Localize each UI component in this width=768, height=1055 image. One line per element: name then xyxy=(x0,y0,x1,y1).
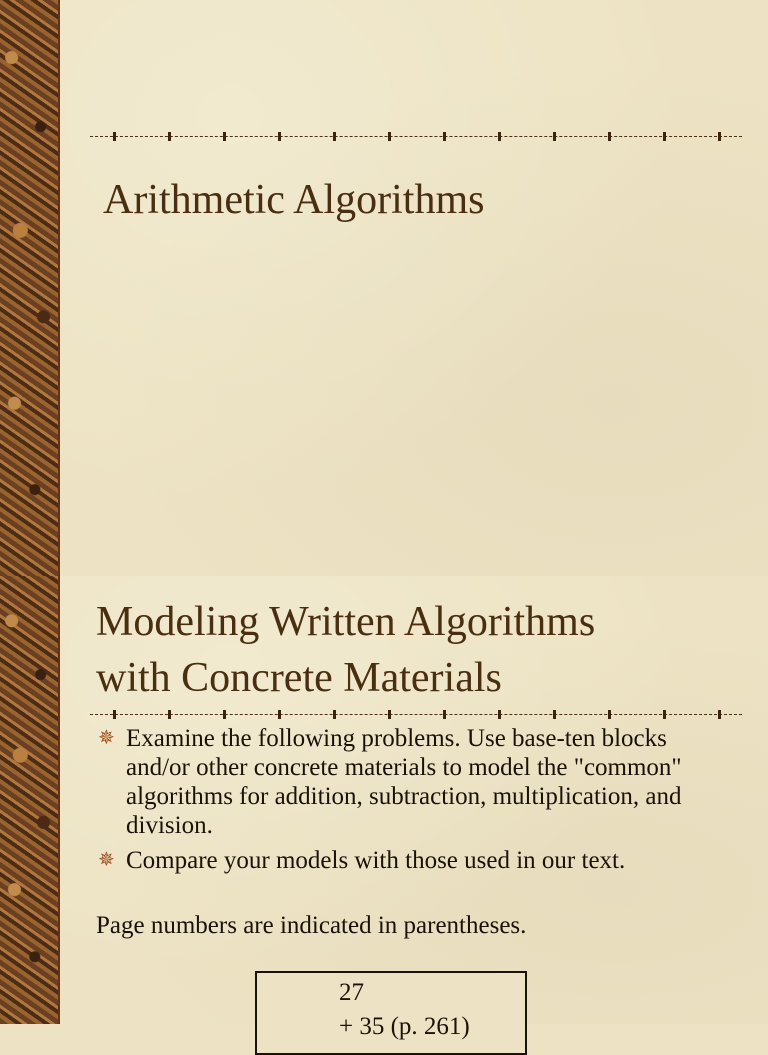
dashed-divider xyxy=(90,136,742,137)
problem-line-1: 27 xyxy=(339,979,364,1006)
marble-border xyxy=(0,0,60,576)
page-note: Page numbers are indicated in parentheses. xyxy=(96,912,527,939)
bullet-item xyxy=(96,846,716,875)
title-line-1: Modeling Written Algorithms xyxy=(96,599,596,645)
compass-star-icon: ✵ xyxy=(98,727,115,749)
problem-line-2: + 35 (p. 261) xyxy=(339,1013,470,1040)
bullet-text: Examine the following problems. Use base-ten blocks and/or other concrete materials to model the "common" algorithms for addition, subtraction, multiplication, and division. xyxy=(126,725,682,839)
problem-box xyxy=(255,971,527,1055)
title-line-2: with Concrete Materials xyxy=(96,655,502,701)
bullet-item xyxy=(96,724,716,840)
slide-title xyxy=(96,594,736,706)
bullet-list xyxy=(96,724,716,881)
slide-title: Arithmetic Algorithms xyxy=(103,177,485,223)
marble-border xyxy=(0,576,60,1024)
bullet-text: Compare your models with those used in our text. xyxy=(126,847,626,874)
slide-2 xyxy=(0,576,768,1040)
compass-star-icon: ✵ xyxy=(98,849,115,871)
dashed-divider xyxy=(90,714,742,715)
